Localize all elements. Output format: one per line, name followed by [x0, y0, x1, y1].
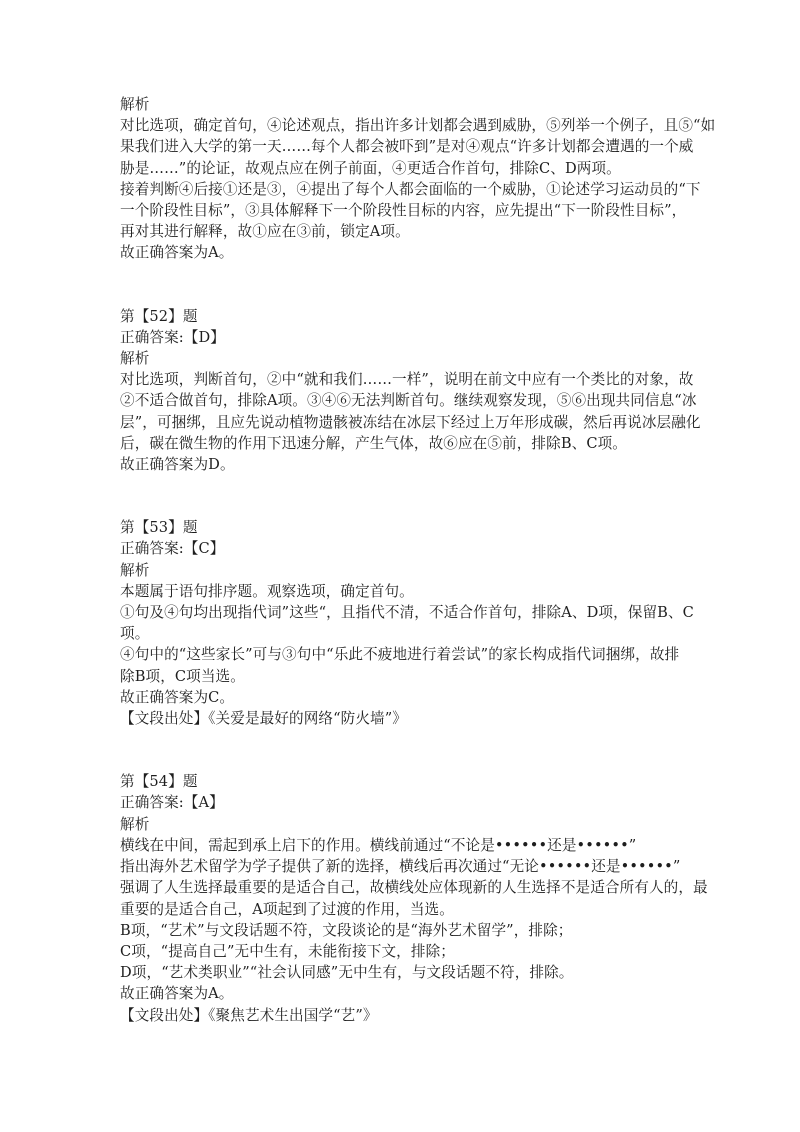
section-52 [120, 306, 701, 476]
text-line: 果我们进入大学的第一天……每个人都会被吓到”是对④观点“许多计划都会遭遇的一个威 [120, 138, 694, 156]
document-page [120, 94, 716, 1026]
text-line: 除B项，C项当选。 [120, 667, 245, 685]
text-line: 再对其进行解释，故①应在③前，锁定A项。 [120, 223, 410, 241]
section-54 [120, 771, 708, 1025]
correct-answer: 正确答案:【D】 [120, 328, 225, 346]
analysis-heading: 解析 [120, 96, 150, 113]
analysis-heading: 解析 [120, 561, 150, 579]
correct-answer: 正确答案:【C】 [120, 540, 225, 558]
text-line: 接着判断④后接①还是③，④提出了每个人都会面临的一个威胁，①论述学习运动员的“下 [120, 180, 701, 198]
correct-answer: 正确答案:【A】 [120, 794, 224, 812]
text-line: ④句中的“这些家长”可与③句中“乐此不疲地进行着尝试”的家长构成指代词捆绑，故排 [120, 646, 680, 664]
text-line: 重要的是适合自己，A项起到了过渡的作用，当选。 [120, 900, 454, 918]
answer-line: 故正确答案为C。 [120, 688, 235, 706]
answer-line: 故正确答案为A。 [120, 985, 234, 1003]
answer-line: 故正确答案为D。 [120, 456, 235, 474]
text-line: ②不适合做首句，排除A项。③④⑥无法判断首句。继续观察发现，⑤⑥出现共同信息“冰 [120, 392, 697, 410]
source-line: 【文段出处】《聚焦艺术生出国学“艺”》 [120, 1006, 378, 1024]
text-line: 对比选项，确定首句，④论述观点，指出许多计划都会遇到威胁，⑤列举一个例子，且⑤“如 [120, 117, 716, 135]
text-line: B项，“艺术”与文段话题不符，文段谈论的是“海外艺术留学”，排除； [120, 921, 573, 939]
question-heading: 第【52】题 [120, 307, 198, 325]
text-line: 胁是……”的论证，故观点应在例子前面，④更适合作首句，排除C、D两项。 [120, 159, 621, 177]
text-line: D项，“艺术类职业”“社会认同感”无中生有，与文段话题不符，排除。 [120, 964, 574, 982]
text-line: 本题属于语句排序题。观察选项，确定首句。 [120, 582, 414, 600]
text-line: 层”，可捆绑，且应先说动植物遗骸被冻结在冰层下经过上万年形成碳，然后再说冰层融化 [120, 413, 701, 431]
section-51-analysis [120, 94, 716, 264]
source-line: 【文段出处】《关爱是最好的网络“防火墙”》 [120, 710, 408, 728]
section-53 [120, 517, 694, 729]
analysis-heading: 解析 [120, 815, 150, 833]
text-line: 强调了人生选择最重要的是适合自己，故横线处应体现新的人生选择不是适合所有人的，最 [120, 879, 708, 897]
text-line: 横线在中间，需起到承上启下的作用。横线前通过“不论是••••••还是••••••” [120, 836, 637, 854]
text-line: 项。 [120, 625, 150, 643]
question-heading: 第【54】题 [120, 773, 198, 791]
text-line: ①句及④句均出现指代词”这些“，且指代不清，不适合作首句，排除A、D项，保留B、C [120, 604, 694, 622]
text-line: 后，碳在微生物的作用下迅速分解，产生气体，故⑥应在⑤前，排除B、C项。 [120, 434, 627, 452]
answer-line: 故正确答案为A。 [120, 244, 234, 262]
text-line: 指出海外艺术留学为学子提供了新的选择，横线后再次通过“无论••••••还是••••••” [120, 858, 681, 876]
text-line: C项，“提高自己”无中生有，未能衔接下文，排除； [120, 942, 455, 960]
analysis-heading: 解析 [120, 350, 150, 368]
text-line: 对比选项，判断首句，②中“就和我们……一样”，说明在前文中应有一个类比的对象，故 [120, 371, 694, 389]
text-line: 一个阶段性目标”，③具体解释下一个阶段性目标的内容，应先提出“下一阶段性目标”， [120, 202, 687, 220]
question-heading: 第【53】题 [120, 519, 198, 537]
